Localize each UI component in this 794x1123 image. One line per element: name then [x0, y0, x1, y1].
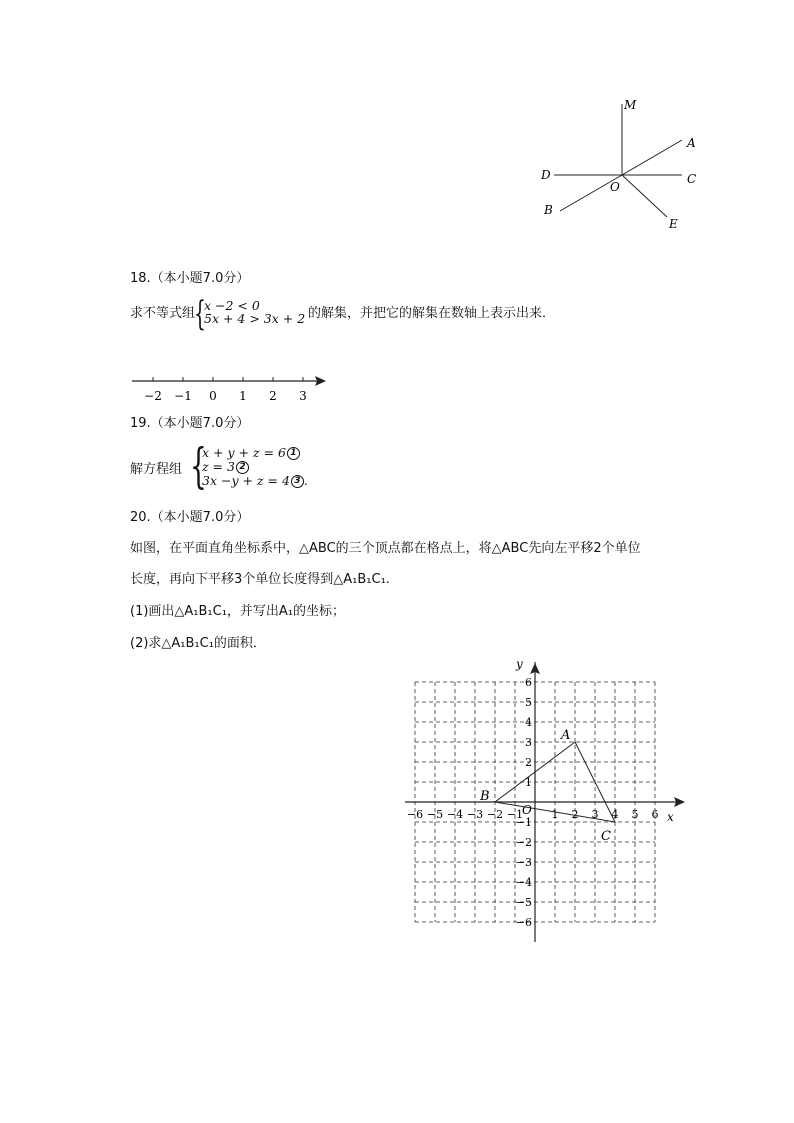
q20-part2: (2)求△A₁B₁C₁的面积． — [130, 636, 266, 651]
q19-eq2-mark: 2 — [236, 461, 249, 474]
q19-eq1: x + y + z = 6 — [202, 445, 286, 460]
y-tick-label: −1 — [515, 816, 532, 829]
number-line-tick-label: 3 — [299, 389, 307, 403]
q18-header: 18.（本小题7.0分） — [130, 271, 250, 286]
y-tick-label: −2 — [515, 836, 532, 849]
q18-brace: { — [194, 294, 206, 334]
number-line-tick-label: −1 — [174, 389, 192, 403]
y-tick-label: 5 — [525, 696, 532, 709]
q19-system — [202, 446, 308, 488]
x-tick-label: 5 — [631, 808, 639, 821]
label-b: B — [544, 203, 553, 217]
label-c: C — [687, 172, 697, 186]
vertex-label-a: A — [561, 728, 571, 743]
x-tick-label: 1 — [551, 808, 559, 821]
q18-prefix: 求不等式组 — [130, 306, 196, 321]
q19-eq3-row — [202, 474, 308, 488]
number-line-tick-label: 0 — [209, 389, 217, 403]
vertex-label-c: C — [601, 829, 611, 844]
x-tick-label: −2 — [486, 808, 504, 821]
x-tick-label: −1 — [506, 808, 524, 821]
x-tick-label: 2 — [571, 808, 579, 821]
number-line-tick-label: −2 — [144, 389, 162, 403]
coordinate-grid — [406, 655, 705, 950]
x-tick-label: −5 — [426, 808, 444, 821]
label-e: E — [669, 217, 678, 231]
origin-label: O — [522, 803, 532, 817]
number-line-tick-label: 1 — [239, 389, 247, 403]
y-tick-label: 6 — [525, 676, 532, 689]
x-tick-label: 3 — [591, 808, 599, 821]
q20-header: 20.（本小题7.0分） — [130, 510, 250, 525]
y-tick-label: −6 — [515, 916, 532, 929]
q18-ineq2: 5x + 4 > 3x + 2 — [204, 311, 306, 326]
y-tick-label: 3 — [525, 736, 532, 749]
label-d: D — [541, 168, 551, 182]
q18-suffix: 的解集，并把它的解集在数轴上表示出来． — [308, 306, 556, 321]
x-tick-label: −3 — [466, 808, 484, 821]
number-line-tick-label: 2 — [269, 389, 277, 403]
y-tick-label: 1 — [525, 776, 532, 789]
x-tick-label: 6 — [651, 808, 659, 821]
q19-eq1-mark: 1 — [287, 447, 300, 460]
y-tick-label: −4 — [515, 876, 532, 889]
q19-prefix: 解方程组 — [130, 462, 183, 477]
q20-line1: 如图，在平面直角坐标系中，△ABC的三个顶点都在格点上，将△ABC先向左平移2个单位 — [130, 541, 641, 556]
q19-header: 19.（本小题7.0分） — [130, 416, 250, 431]
y-tick-label: −5 — [515, 896, 532, 909]
y-tick-label: 2 — [525, 756, 532, 769]
q19-eq1-row — [202, 446, 308, 460]
y-tick-label: 4 — [525, 716, 532, 729]
label-o: O — [610, 180, 620, 194]
q18-ineq1: x −2 < 0 — [204, 298, 260, 313]
q20-part1: (1)画出△A₁B₁C₁，并写出A₁的坐标； — [130, 604, 346, 619]
y-axis-label: y — [516, 657, 523, 671]
ray-oe — [622, 175, 667, 217]
q19-eq2-row — [202, 460, 308, 474]
x-axis-label: x — [667, 810, 674, 824]
number-line — [128, 370, 333, 404]
label-a: A — [687, 136, 696, 150]
x-tick-label: −4 — [446, 808, 464, 821]
y-tick-label: −3 — [515, 856, 532, 869]
q19-suffix: . — [303, 473, 308, 488]
q19-eq3: 3x −y + z = 4 — [202, 473, 290, 488]
q18-system — [204, 299, 305, 325]
ray-oa — [622, 140, 682, 175]
vertex-label-b: B — [480, 789, 490, 804]
q19-eq2: z = 3 — [202, 459, 235, 474]
q19-eq3-mark: 3 — [291, 475, 304, 488]
q19-brace: { — [190, 438, 207, 494]
x-tick-label: −6 — [406, 808, 424, 821]
x-tick-label: 4 — [611, 808, 619, 821]
q20-line2: 长度，再向下平移3个单位长度得到△A₁B₁C₁. — [130, 572, 390, 587]
label-m: M — [624, 98, 637, 112]
angle-figure — [530, 92, 710, 232]
